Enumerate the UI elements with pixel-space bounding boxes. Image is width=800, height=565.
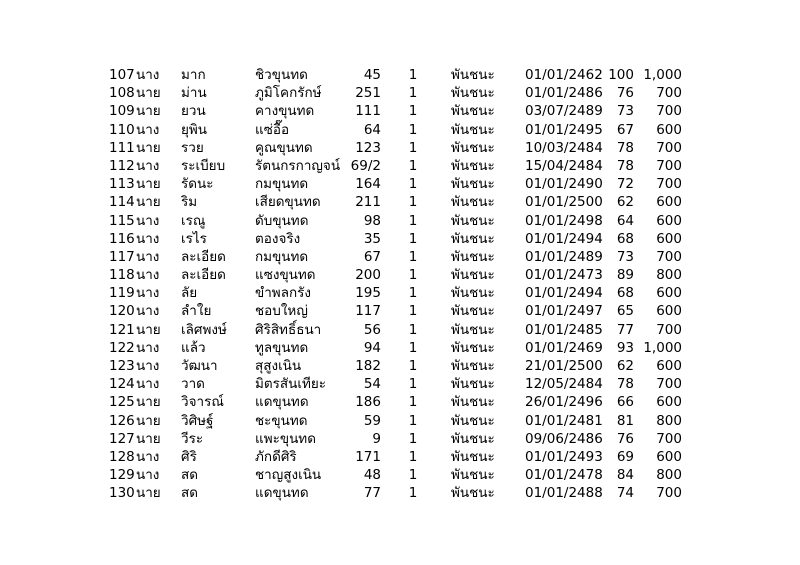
table-row <box>0 375 800 393</box>
table-row <box>0 484 800 502</box>
allowance-amount: 700 <box>656 248 682 265</box>
birth-date: 01/01/2462 <box>525 67 603 83</box>
title-prefix: นาย <box>136 321 161 338</box>
record-number: 129 <box>109 467 135 484</box>
first-name: สด <box>181 485 199 502</box>
age: 78 <box>616 376 634 393</box>
last-name: ภักดีศิริ <box>255 448 297 465</box>
allowance-amount: 700 <box>656 176 682 193</box>
village-number: 1 <box>408 430 418 447</box>
age: 74 <box>616 485 634 502</box>
birth-date: 01/01/2493 <box>525 448 603 465</box>
record-number: 117 <box>109 248 135 265</box>
village-number: 1 <box>408 67 418 83</box>
birth-date: 01/01/2486 <box>525 85 603 102</box>
first-name: ละเอียด <box>181 248 226 265</box>
record-number: 110 <box>109 121 135 138</box>
subdistrict: พันชนะ <box>451 303 495 320</box>
allowance-amount: 700 <box>656 376 682 393</box>
first-name: ลำใย <box>181 303 212 320</box>
title-prefix: นาง <box>136 248 160 265</box>
first-name: วิจารณ์ <box>181 394 224 411</box>
village-number: 1 <box>408 157 418 174</box>
last-name: ชิวขุนทด <box>255 67 308 83</box>
table-row <box>0 193 800 211</box>
first-name: วีระ <box>181 430 204 447</box>
birth-date: 01/01/2498 <box>525 212 603 229</box>
age: 68 <box>616 230 634 247</box>
birth-date: 01/01/2494 <box>525 230 603 247</box>
last-name: ศิริสิทธิ์ธนา <box>255 321 322 338</box>
subdistrict: พันชนะ <box>451 248 495 265</box>
record-number: 128 <box>109 448 135 465</box>
record-number: 108 <box>109 85 135 102</box>
title-prefix: นาง <box>136 358 160 374</box>
subdistrict: พันชนะ <box>451 412 495 429</box>
record-number: 126 <box>109 412 135 429</box>
house-number: 164 <box>355 176 381 193</box>
first-name: ยุพิน <box>181 121 208 138</box>
village-number: 1 <box>408 194 418 211</box>
table-row <box>0 121 800 139</box>
allowance-amount: 600 <box>656 121 682 138</box>
table-row <box>0 302 800 320</box>
first-name: รวย <box>181 139 204 156</box>
last-name: แพะขุนทด <box>255 430 316 447</box>
title-prefix: นาย <box>136 485 161 502</box>
village-number: 1 <box>408 121 418 138</box>
allowance-amount: 700 <box>656 103 682 120</box>
table-row <box>0 448 800 466</box>
record-number: 127 <box>109 430 135 447</box>
title-prefix: นาย <box>136 194 161 211</box>
title-prefix: นาง <box>136 448 160 465</box>
first-name: ศิริ <box>181 448 197 465</box>
last-name: คางขุนทด <box>255 103 315 120</box>
allowance-amount: 1,000 <box>643 339 682 356</box>
age: 62 <box>616 358 634 374</box>
record-number: 130 <box>109 485 135 502</box>
table-row <box>0 84 800 102</box>
birth-date: 01/01/2500 <box>525 194 603 211</box>
village-number: 1 <box>408 321 418 338</box>
village-number: 1 <box>408 248 418 265</box>
house-number: 48 <box>363 467 381 484</box>
birth-date: 12/05/2484 <box>525 376 603 393</box>
age: 77 <box>616 321 634 338</box>
table-row <box>0 230 800 248</box>
allowance-amount: 700 <box>656 321 682 338</box>
last-name: สุสูงเนิน <box>255 358 302 374</box>
house-number: 64 <box>363 121 381 138</box>
table-row <box>0 284 800 302</box>
birth-date: 09/06/2486 <box>525 430 603 447</box>
title-prefix: นาย <box>136 139 161 156</box>
record-number: 120 <box>109 303 135 320</box>
first-name: มาก <box>181 67 206 83</box>
table-row <box>0 212 800 230</box>
subdistrict: พันชนะ <box>451 358 495 374</box>
subdistrict: พันชนะ <box>451 85 495 102</box>
allowance-amount: 700 <box>656 85 682 102</box>
house-number: 211 <box>355 194 381 211</box>
table-row <box>0 466 800 484</box>
allowance-amount: 600 <box>656 212 682 229</box>
table-row <box>0 157 800 175</box>
first-name: แล้ว <box>181 339 206 356</box>
house-number: 35 <box>363 230 381 247</box>
title-prefix: นาง <box>136 67 160 83</box>
village-number: 1 <box>408 412 418 429</box>
birth-date: 21/01/2500 <box>525 358 603 374</box>
subdistrict: พันชนะ <box>451 485 495 502</box>
birth-date: 01/01/2481 <box>525 412 603 429</box>
village-number: 1 <box>408 176 418 193</box>
age: 84 <box>616 467 634 484</box>
village-number: 1 <box>408 339 418 356</box>
last-name: เสียดขุนทด <box>255 194 321 211</box>
age: 100 <box>608 67 634 83</box>
house-number: 200 <box>355 267 381 284</box>
record-number: 114 <box>109 194 135 211</box>
last-name: กมขุนทด <box>255 176 309 193</box>
age: 93 <box>616 339 634 356</box>
last-name: คูณขุนทด <box>255 139 313 156</box>
title-prefix: นาง <box>136 212 160 229</box>
first-name: ระเบียบ <box>181 157 226 174</box>
title-prefix: นาง <box>136 121 160 138</box>
record-number: 124 <box>109 376 135 393</box>
age: 64 <box>616 212 634 229</box>
village-number: 1 <box>408 448 418 465</box>
age: 76 <box>616 430 634 447</box>
birth-date: 03/07/2489 <box>525 103 603 120</box>
first-name: วิศิษฐ์ <box>181 412 214 429</box>
birth-date: 01/01/2489 <box>525 248 603 265</box>
title-prefix: นาง <box>136 267 160 284</box>
house-number: 171 <box>355 448 381 465</box>
title-prefix: นาง <box>136 376 160 393</box>
age: 69 <box>616 448 634 465</box>
title-prefix: นาง <box>136 230 160 247</box>
table-row <box>0 412 800 430</box>
last-name: มิตรสันเทียะ <box>255 376 327 393</box>
allowance-amount: 800 <box>656 267 682 284</box>
title-prefix: นาง <box>136 339 160 356</box>
record-number: 121 <box>109 321 135 338</box>
first-name: ริม <box>181 194 198 211</box>
last-name: ชอบใหญ่ <box>255 303 308 320</box>
first-name: วาด <box>181 376 205 393</box>
house-number: 123 <box>355 139 381 156</box>
age: 76 <box>616 85 634 102</box>
table-row <box>0 102 800 120</box>
records-table <box>0 66 800 503</box>
house-number: 45 <box>363 67 381 83</box>
table-row <box>0 66 800 84</box>
record-number: 118 <box>109 267 135 284</box>
last-name: ขำพลกรัง <box>255 285 311 302</box>
subdistrict: พันชนะ <box>451 103 495 120</box>
subdistrict: พันชนะ <box>451 67 495 83</box>
subdistrict: พันชนะ <box>451 430 495 447</box>
age: 78 <box>616 157 634 174</box>
title-prefix: นาย <box>136 103 161 120</box>
table-row <box>0 175 800 193</box>
house-number: 56 <box>363 321 381 338</box>
table-row <box>0 430 800 448</box>
age: 67 <box>616 121 634 138</box>
last-name: รัตนกรกาญจน์ <box>255 157 341 174</box>
last-name: ชาญสูงเนิน <box>255 467 322 484</box>
first-name: ม่าน <box>181 85 207 102</box>
allowance-amount: 600 <box>656 230 682 247</box>
subdistrict: พันชนะ <box>451 230 495 247</box>
age: 73 <box>616 103 634 120</box>
village-number: 1 <box>408 85 418 102</box>
age: 68 <box>616 285 634 302</box>
last-name: ชะขุนทด <box>255 412 308 429</box>
last-name: แดขุนทด <box>255 485 309 502</box>
subdistrict: พันชนะ <box>451 157 495 174</box>
first-name: รัดนะ <box>181 176 214 193</box>
record-number: 112 <box>109 157 135 174</box>
house-number: 9 <box>372 430 381 447</box>
last-name: กมขุนทด <box>255 248 309 265</box>
house-number: 186 <box>355 394 381 411</box>
title-prefix: นาง <box>136 303 160 320</box>
house-number: 77 <box>363 485 381 502</box>
last-name: ทูลขุนทด <box>255 339 309 356</box>
birth-date: 01/01/2494 <box>525 285 603 302</box>
record-number: 107 <box>109 67 135 83</box>
age: 73 <box>616 248 634 265</box>
title-prefix: นาย <box>136 430 161 447</box>
table-row <box>0 393 800 411</box>
allowance-amount: 700 <box>656 139 682 156</box>
record-number: 113 <box>109 176 135 193</box>
birth-date: 10/03/2484 <box>525 139 603 156</box>
village-number: 1 <box>408 467 418 484</box>
village-number: 1 <box>408 285 418 302</box>
subdistrict: พันชนะ <box>451 212 495 229</box>
age: 62 <box>616 194 634 211</box>
title-prefix: นาย <box>136 176 161 193</box>
last-name: แซ่อื๊อ <box>255 121 290 138</box>
table-row <box>0 266 800 284</box>
record-number: 119 <box>109 285 135 302</box>
first-name: วัฒนา <box>181 358 218 374</box>
first-name: ยวน <box>181 103 206 120</box>
village-number: 1 <box>408 394 418 411</box>
house-number: 69/2 <box>350 157 381 174</box>
subdistrict: พันชนะ <box>451 394 495 411</box>
birth-date: 01/01/2469 <box>525 339 603 356</box>
title-prefix: นาง <box>136 285 160 302</box>
first-name: เรไร <box>181 230 207 247</box>
table-row <box>0 139 800 157</box>
subdistrict: พันชนะ <box>451 467 495 484</box>
title-prefix: นาย <box>136 394 161 411</box>
table-row <box>0 248 800 266</box>
record-number: 109 <box>109 103 135 120</box>
allowance-amount: 800 <box>656 467 682 484</box>
allowance-amount: 700 <box>656 157 682 174</box>
subdistrict: พันชนะ <box>451 376 495 393</box>
village-number: 1 <box>408 303 418 320</box>
allowance-amount: 700 <box>656 430 682 447</box>
village-number: 1 <box>408 230 418 247</box>
allowance-amount: 600 <box>656 394 682 411</box>
table-row <box>0 321 800 339</box>
age: 65 <box>616 303 634 320</box>
allowance-amount: 600 <box>656 358 682 374</box>
first-name: เรณู <box>181 212 206 229</box>
birth-date: 26/01/2496 <box>525 394 603 411</box>
first-name: เลิศพงษ์ <box>181 321 227 338</box>
last-name: ดับขุนทด <box>255 212 309 229</box>
last-name: แดขุนทด <box>255 394 309 411</box>
subdistrict: พันชนะ <box>451 285 495 302</box>
house-number: 98 <box>363 212 381 229</box>
village-number: 1 <box>408 485 418 502</box>
subdistrict: พันชนะ <box>451 121 495 138</box>
birth-date: 15/04/2484 <box>525 157 603 174</box>
record-number: 111 <box>109 139 135 156</box>
table-row <box>0 357 800 375</box>
birth-date: 01/01/2485 <box>525 321 603 338</box>
age: 78 <box>616 139 634 156</box>
record-number: 115 <box>109 212 135 229</box>
village-number: 1 <box>408 358 418 374</box>
allowance-amount: 700 <box>656 485 682 502</box>
record-number: 116 <box>109 230 135 247</box>
birth-date: 01/01/2473 <box>525 267 603 284</box>
allowance-amount: 600 <box>656 194 682 211</box>
age: 66 <box>616 394 634 411</box>
house-number: 251 <box>355 85 381 102</box>
last-name: ภูมิโคกรักษ์ <box>255 85 322 102</box>
last-name: แซงขุนทด <box>255 267 316 284</box>
record-number: 122 <box>109 339 135 356</box>
subdistrict: พันชนะ <box>451 176 495 193</box>
allowance-amount: 1,000 <box>643 67 682 83</box>
village-number: 1 <box>408 376 418 393</box>
first-name: สด <box>181 467 199 484</box>
house-number: 67 <box>363 248 381 265</box>
subdistrict: พันชนะ <box>451 321 495 338</box>
first-name: ละเอียด <box>181 267 226 284</box>
age: 89 <box>616 267 634 284</box>
village-number: 1 <box>408 139 418 156</box>
age: 72 <box>616 176 634 193</box>
first-name: ลัย <box>181 285 198 302</box>
table-row <box>0 339 800 357</box>
title-prefix: นาย <box>136 412 161 429</box>
house-number: 59 <box>363 412 381 429</box>
age: 81 <box>616 412 634 429</box>
house-number: 111 <box>355 103 381 120</box>
allowance-amount: 600 <box>656 448 682 465</box>
allowance-amount: 600 <box>656 303 682 320</box>
subdistrict: พันชนะ <box>451 139 495 156</box>
house-number: 182 <box>355 358 381 374</box>
birth-date: 01/01/2490 <box>525 176 603 193</box>
village-number: 1 <box>408 103 418 120</box>
allowance-amount: 600 <box>656 285 682 302</box>
birth-date: 01/01/2497 <box>525 303 603 320</box>
record-number: 123 <box>109 358 135 374</box>
subdistrict: พันชนะ <box>451 194 495 211</box>
birth-date: 01/01/2478 <box>525 467 603 484</box>
village-number: 1 <box>408 267 418 284</box>
subdistrict: พันชนะ <box>451 448 495 465</box>
house-number: 117 <box>355 303 381 320</box>
last-name: ตองจริง <box>255 230 301 247</box>
subdistrict: พันชนะ <box>451 267 495 284</box>
subdistrict: พันชนะ <box>451 339 495 356</box>
birth-date: 01/01/2488 <box>525 485 603 502</box>
village-number: 1 <box>408 212 418 229</box>
title-prefix: นาง <box>136 467 160 484</box>
allowance-amount: 800 <box>656 412 682 429</box>
house-number: 94 <box>363 339 381 356</box>
house-number: 195 <box>355 285 381 302</box>
birth-date: 01/01/2495 <box>525 121 603 138</box>
house-number: 54 <box>363 376 381 393</box>
record-number: 125 <box>109 394 135 411</box>
title-prefix: นาย <box>136 85 161 102</box>
title-prefix: นาง <box>136 157 160 174</box>
